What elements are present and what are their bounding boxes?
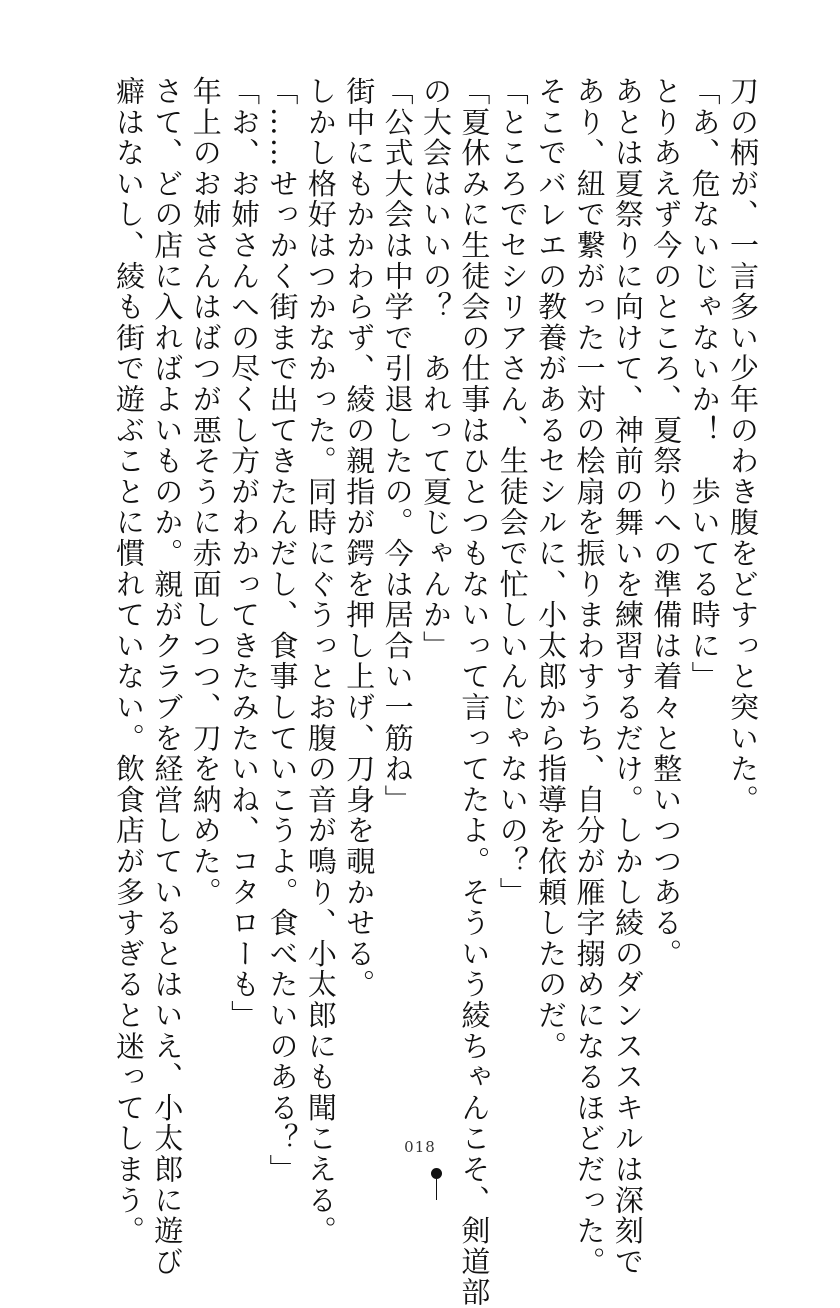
text-line: 刀の柄が、一言多い少年のわき腹をどすっと突いた。 bbox=[726, 76, 760, 816]
text-line: さて、どの店に入ればよいものか。親がクラブを経営しているとはいえ、小太郎に遊び bbox=[150, 76, 185, 1278]
text-line: 年上のお姉さんはばつが悪そうに赤面しつつ、刀を納めた。 bbox=[188, 76, 223, 908]
text-line: の大会はいいの？ あれって夏じゃんか」 bbox=[419, 76, 453, 662]
text-line: 「……せっかく街まで出てきたんだし、食事していこうよ。食べたいのある？」 bbox=[265, 76, 300, 1185]
ornament-stem bbox=[436, 1179, 437, 1200]
text-line: 「公式大会は中学で引退したの。今は居合い一筋ね」 bbox=[380, 76, 415, 816]
ornament-dot bbox=[431, 1168, 442, 1179]
text-line: しかし格好はつかなかった。同時にぐうっとお腹の音が鳴り、小太郎にも聞こえる。 bbox=[303, 76, 338, 1247]
text-line: あり、紐で繋がった一対の桧扇を振りまわすうち、自分が雁字搦めになるほどだった。 bbox=[572, 76, 607, 1278]
text-line: 「ところでセシリアさん、生徒会で忙しいんじゃないの？」 bbox=[495, 76, 530, 908]
text-line: 街中にもかかわらず、綾の親指が鍔を押し上げ、刀身を覗かせる。 bbox=[342, 76, 377, 1000]
footer-ornament-icon bbox=[431, 1168, 442, 1200]
text-line: 「夏休みに生徒会の仕事はひとつもないって言ってたよ。そういう綾ちゃんこそ、剣道部 bbox=[457, 76, 492, 1308]
page-number: 018 bbox=[404, 1138, 436, 1156]
text-line: 癖はないし、綾も街で遊ぶことに慣れていない。飲食店が多すぎると迷ってしまう。 bbox=[112, 76, 146, 1247]
text-line: とりあえず今のところ、夏祭りへの準備は着々と整いつつある。 bbox=[649, 76, 684, 970]
text-line: そこでバレエの教養があるセシルに、小太郎から指導を依頼したのだ。 bbox=[534, 76, 569, 1062]
text-line: 「お、お姉さんへの尽くし方がわかってきたみたいね、コタローも」 bbox=[227, 76, 262, 1031]
text-line: あとは夏祭りに向けて、神前の舞いを練習するだけ。しかし綾のダンススキルは深刻で bbox=[610, 76, 645, 1278]
text-line: 「あ、危ないじゃないか！ 歩いてる時に」 bbox=[687, 76, 722, 692]
